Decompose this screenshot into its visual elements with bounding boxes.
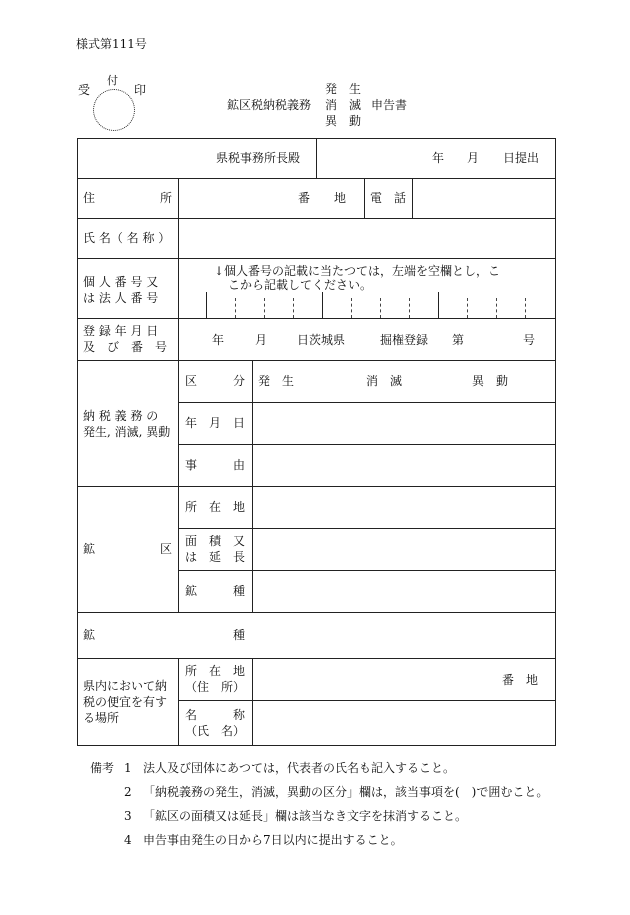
obligation-label-2: 発生, 消滅, 異動 — [83, 425, 171, 439]
note-2-num: 2 — [124, 785, 132, 799]
phone-label: 電 話 — [370, 191, 406, 205]
mining-area-label: 鉱 区 — [83, 542, 172, 556]
id-number-note-2: こから記載してください。 — [228, 278, 373, 292]
id-number-label-1: 個 人 番 号 又 — [83, 275, 159, 289]
notes-heading: 備考 — [90, 761, 115, 775]
note-2-text: 「納税義務の発生，消滅，異動の区分」欄は，該当事項を( )で囲むこと。 — [143, 785, 549, 799]
address-banchi: 番 地 — [298, 191, 346, 205]
category-option-change[interactable]: 異 動 — [472, 374, 509, 388]
category-option-occur[interactable]: 発 生 — [258, 374, 295, 388]
stamp-circle — [93, 89, 135, 131]
note-3-text: 「鉱区の面積又は延長」欄は該当なき文字を抹消すること。 — [143, 809, 468, 823]
address-label: 住 所 — [83, 191, 172, 205]
note-4-num: 4 — [124, 833, 132, 847]
obligation-reason-field[interactable] — [253, 445, 555, 485]
id-number-note-1: ↓個人番号の記載に当たつては，左端を空欄とし，こ — [214, 264, 501, 278]
place-label-3: る場所 — [83, 711, 120, 725]
place-location-label-2: （住 所） — [185, 680, 246, 694]
title-option-extinct: 消 滅 — [325, 98, 362, 112]
id-number-label-2: は 法 人 番 号 — [83, 291, 159, 305]
mining-mineral-label: 鉱 種 — [185, 584, 245, 598]
mining-size-field[interactable] — [253, 529, 555, 569]
form-number: 様式第111号 — [76, 37, 147, 51]
note-1-text: 法人及び団体にあつては，代表者の氏名も記入すること。 — [143, 761, 456, 775]
title-option-occur: 発 生 — [325, 82, 362, 96]
registration-day-pref: 日茨城県 — [297, 333, 346, 347]
place-name-label-1: 名 称 — [185, 708, 246, 722]
date-day-submit: 日提出 — [503, 151, 540, 165]
obligation-date-label: 年 月 日 — [185, 416, 245, 430]
name-field[interactable] — [179, 219, 555, 257]
obligation-category-label: 区 分 — [185, 374, 245, 388]
place-location-label-1: 所 在 地 — [185, 664, 246, 678]
registration-month: 月 — [255, 333, 268, 347]
note-1-num: 1 — [124, 761, 132, 775]
addressee: 県税事務所長殿 — [216, 151, 301, 165]
mining-size-label-1: 面 積 又 — [185, 534, 246, 548]
mining-location-label: 所 在 地 — [185, 500, 245, 514]
title-option-change: 異 動 — [325, 114, 362, 128]
place-label-2: 税の便宜を有す — [83, 695, 168, 709]
id-number-field[interactable] — [207, 294, 555, 317]
place-name-field[interactable] — [253, 701, 555, 745]
obligation-label-1: 納 税 義 務 の — [83, 409, 159, 423]
stamp-label-top: 付 — [107, 74, 118, 87]
note-3-num: 3 — [124, 809, 132, 823]
registration-label-1: 登 録 年 月 日 — [83, 324, 159, 338]
mining-size-label-2: は 延 長 — [185, 550, 246, 564]
place-banchi: 番 地 — [502, 673, 539, 687]
note-4-text: 申告事由発生の日から7日以内に提出すること。 — [143, 833, 403, 847]
date-year: 年 — [432, 151, 445, 165]
mining-location-field[interactable] — [253, 487, 555, 527]
registration-no-prefix: 第 — [452, 333, 465, 347]
title-suffix: 申告書 — [371, 98, 408, 112]
mineral-field[interactable] — [253, 613, 555, 657]
obligation-date-field[interactable] — [253, 403, 555, 443]
registration-label-2: 及 び 番 号 — [83, 340, 168, 354]
stamp-label-right: 印 — [134, 83, 147, 97]
registration-year: 年 — [212, 333, 225, 347]
place-label-1: 県内において納 — [83, 679, 168, 693]
title-main: 鉱区税納税義務 — [227, 98, 312, 112]
mineral-label: 鉱 種 — [83, 628, 245, 642]
obligation-reason-label: 事 由 — [185, 458, 245, 472]
registration-no-suffix: 号 — [523, 333, 536, 347]
phone-field[interactable] — [413, 179, 555, 217]
mining-mineral-field[interactable] — [253, 571, 555, 611]
name-label: 氏 名（ 名 称 ） — [83, 231, 171, 245]
date-month: 月 — [467, 151, 480, 165]
stamp-label-left: 受 — [78, 83, 91, 97]
category-option-extinct[interactable]: 消 滅 — [366, 374, 403, 388]
place-name-label-2: （氏 名） — [185, 724, 246, 738]
registration-type: 掘権登録 — [380, 333, 429, 347]
